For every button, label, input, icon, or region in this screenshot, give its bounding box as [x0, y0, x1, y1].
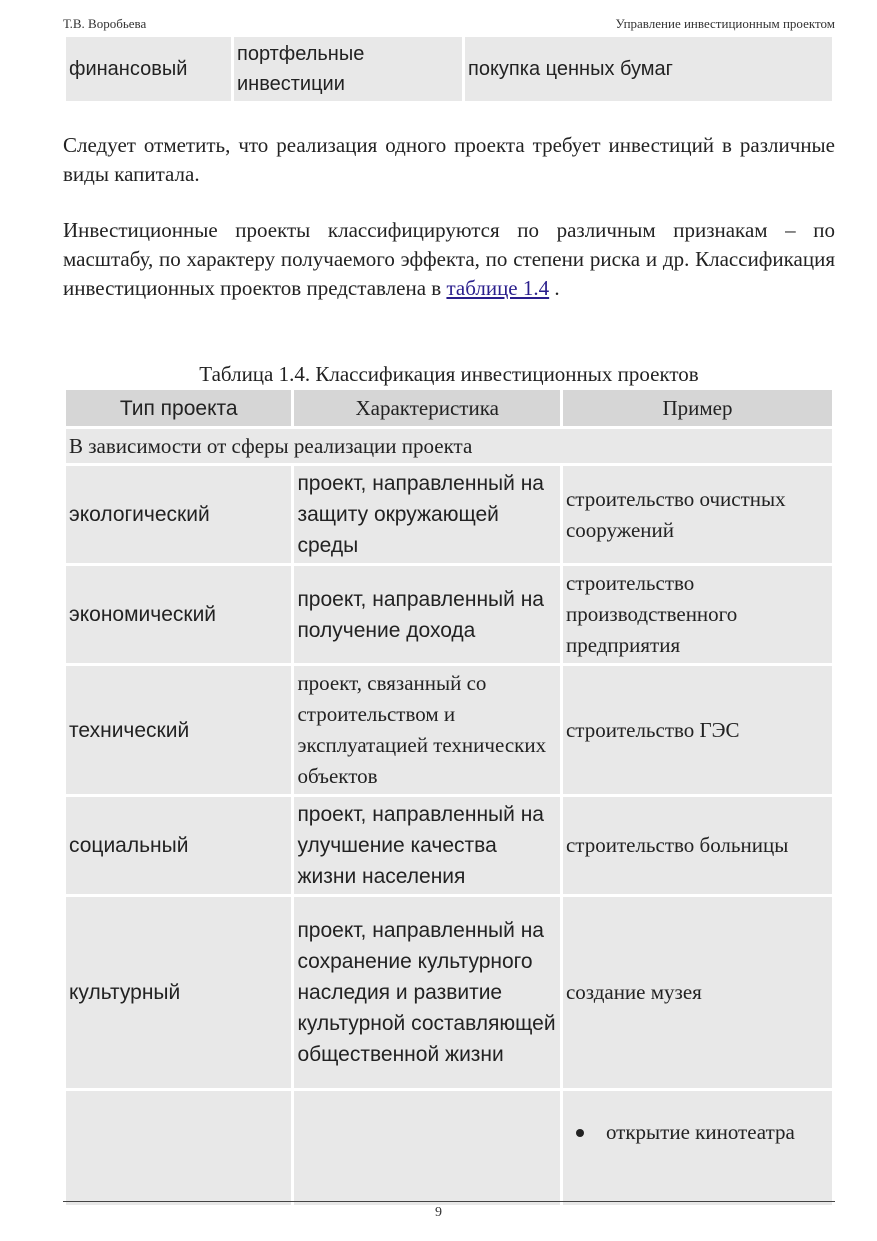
- table-row: [66, 37, 832, 101]
- table-row: [66, 897, 832, 1088]
- table-row: [66, 666, 832, 794]
- table-cell: проект, связанный со строительством и эксплуатацией технических объектов: [294, 666, 560, 794]
- column-header: Тип проекта: [66, 390, 291, 426]
- table-cell: проект, направленный на защиту окружающей среды: [294, 466, 560, 563]
- table-cell: портфельные инвестиции: [234, 37, 462, 101]
- table-cell: проект, направленный на получение дохода: [294, 566, 560, 663]
- page-number: 9: [435, 1205, 442, 1220]
- table-section-row: [66, 429, 832, 463]
- table-cell: технический: [66, 666, 291, 794]
- table-cell: проект, направленный на улучшение качества жизни населения: [294, 797, 560, 894]
- paragraph: [63, 216, 835, 303]
- table-header-row: [66, 390, 832, 426]
- column-header: Пример: [563, 390, 832, 426]
- table-cell: строительство ГЭС: [563, 666, 832, 794]
- table-cell: создание музея: [563, 897, 832, 1088]
- paragraph-end: .: [549, 276, 560, 300]
- section-cell: В зависимости от сферы реализации проекта: [66, 429, 832, 463]
- paragraph: Следует отметить, что реализация одного проекта требует инвестиций в различные виды капитала.: [63, 133, 835, 186]
- table-cell: покупка ценных бумаг: [465, 37, 832, 101]
- table-cell: строительство больницы: [563, 797, 832, 894]
- footer-rule: [63, 1201, 835, 1202]
- header-author: Т.В. Воробьева: [63, 16, 147, 31]
- table-cell: финансовый: [66, 37, 231, 101]
- table-reference-link[interactable]: таблице 1.4: [446, 276, 550, 300]
- table-cell: социальный: [66, 797, 291, 894]
- classification-table: [63, 387, 835, 1208]
- column-header: Характеристика: [294, 390, 560, 426]
- bullet-item: открытие кинотеатра: [606, 1117, 829, 1148]
- table-row: [66, 797, 832, 894]
- continued-table: [63, 34, 835, 104]
- table-cell: экологический: [66, 466, 291, 563]
- table-cell: экономический: [66, 566, 291, 663]
- table-cell: строительство производственного предприятия: [563, 566, 832, 663]
- table-cell: [66, 1091, 291, 1205]
- header-title: Управление инвестиционным проектом: [615, 16, 835, 31]
- table-cell: строительство очистных сооружений: [563, 466, 832, 563]
- table-row: [66, 1091, 832, 1205]
- paragraph-text: Инвестиционные проекты классифицируются по различным признакам – по масштабу, по характеру получаемого эффекта, по степени риска и др. Классификация инвестиционных проектов представлена в: [63, 218, 835, 300]
- table-row: [66, 466, 832, 563]
- table-caption: Таблица 1.4. Классификация инвестиционных проектов: [199, 362, 699, 386]
- table-row: [66, 566, 832, 663]
- table-cell: [294, 1091, 560, 1205]
- table-cell: культурный: [66, 897, 291, 1088]
- running-header: [63, 16, 835, 36]
- bullet-list: [566, 1117, 829, 1148]
- table-cell: проект, направленный на сохранение культурного наследия и развитие культурной составляющей общественной жизни: [294, 897, 560, 1088]
- table-cell: [563, 1091, 832, 1205]
